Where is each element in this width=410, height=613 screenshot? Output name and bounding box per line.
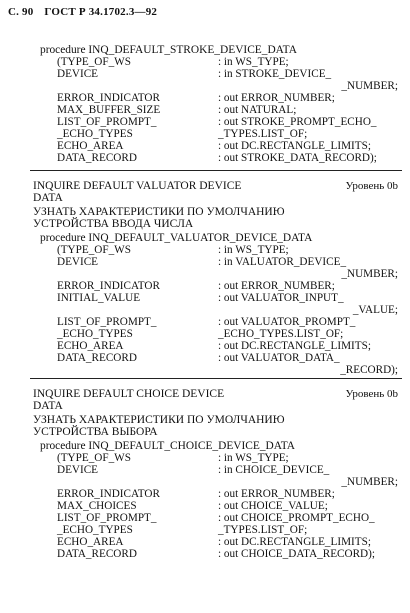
param-name: MAX_BUFFER_SIZE <box>57 104 161 116</box>
param-type: : out STROKE_PROMPT_ECHO_ <box>218 116 377 128</box>
param-type: : in WS_TYPE; <box>218 244 289 256</box>
param-type: _TYPES.LIST_OF; <box>218 524 308 536</box>
section-title-ru-cont: УСТРОЙСТВА ВВОДА ЧИСЛА <box>33 218 194 230</box>
param-type: : in WS_TYPE; <box>218 452 289 464</box>
page-header <box>8 6 165 18</box>
param-name: (TYPE_OF_WS <box>57 56 131 68</box>
param-name: LIST_OF_PROMPT_ <box>57 512 157 524</box>
param-type: : out VALUATOR_PROMPT_ <box>218 316 356 328</box>
level-label: Уровень 0b <box>345 180 398 192</box>
param-type: _VALUE; <box>352 304 398 316</box>
section-title-cont: DATA <box>33 192 63 204</box>
procedure-signature: procedure INQ_DEFAULT_CHOICE_DEVICE_DATA <box>40 440 296 452</box>
param-name: _ECHO_TYPES <box>57 128 133 140</box>
param-type: : in CHOICE_DEVICE_ <box>218 464 330 476</box>
param-type: _RECORD); <box>340 364 398 376</box>
param-type: : out DC.RECTANGLE_LIMITS; <box>218 536 371 548</box>
section-title: INQUIRE DEFAULT CHOICE DEVICE <box>33 388 225 400</box>
param-type: : out ERROR_NUMBER; <box>218 488 335 500</box>
param-name: ERROR_INDICATOR <box>57 92 160 104</box>
section-title-ru: УЗНАТЬ ХАРАКТЕРИСТИКИ ПО УМОЛЧАНИЮ <box>33 414 285 426</box>
procedure-signature: procedure INQ_DEFAULT_VALUATOR_DEVICE_DATA <box>40 232 313 244</box>
param-name: (TYPE_OF_WS <box>57 452 131 464</box>
param-type: : out VALUATOR_INPUT_ <box>218 292 344 304</box>
section-title-ru-cont: УСТРОЙСТВА ВЫБОРА <box>33 426 158 438</box>
param-type: : out CHOICE_PROMPT_ECHO_ <box>218 512 375 524</box>
param-type: : out DC.RECTANGLE_LIMITS; <box>218 340 371 352</box>
param-type: _NUMBER; <box>341 80 398 92</box>
param-type: _NUMBER; <box>341 476 398 488</box>
section-title: INQUIRE DEFAULT VALUATOR DEVICE <box>33 180 242 192</box>
param-name: ECHO_AREA <box>57 140 124 152</box>
param-name: MAX_CHOICES <box>57 500 137 512</box>
procedure-signature: procedure INQ_DEFAULT_STROKE_DEVICE_DATA <box>40 44 297 56</box>
param-name: DATA_RECORD <box>57 152 137 164</box>
param-name: _ECHO_TYPES <box>57 328 133 340</box>
page-number: С. 90 <box>8 6 34 18</box>
param-name: ERROR_INDICATOR <box>57 280 160 292</box>
param-name: DEVICE <box>57 256 99 268</box>
param-type: : in WS_TYPE; <box>218 56 289 68</box>
param-name: DEVICE <box>57 464 99 476</box>
standard-id: ГОСТ Р 34.1702.3—92 <box>44 6 158 18</box>
param-type: _ECHO_TYPES.LIST_OF; <box>218 328 344 340</box>
section-divider <box>30 378 402 379</box>
level-label: Уровень 0b <box>345 388 398 400</box>
param-name: INITIAL_VALUE <box>57 292 141 304</box>
param-type: : out ERROR_NUMBER; <box>218 280 335 292</box>
param-name: DATA_RECORD <box>57 352 137 364</box>
param-name: DATA_RECORD <box>57 548 137 560</box>
param-name: ECHO_AREA <box>57 340 124 352</box>
param-type: : out STROKE_DATA_RECORD); <box>218 152 377 164</box>
section-divider <box>30 170 402 171</box>
param-type: _TYPES.LIST_OF; <box>218 128 308 140</box>
param-type: : in VALUATOR_DEVICE_ <box>218 256 347 268</box>
section-title-ru: УЗНАТЬ ХАРАКТЕРИСТИКИ ПО УМОЛЧАНИЮ <box>33 206 285 218</box>
param-name: ECHO_AREA <box>57 536 124 548</box>
param-type: _NUMBER; <box>341 268 398 280</box>
param-name: _ECHO_TYPES <box>57 524 133 536</box>
param-type: : in STROKE_DEVICE_ <box>218 68 332 80</box>
param-name: (TYPE_OF_WS <box>57 244 131 256</box>
param-type: : out DC.RECTANGLE_LIMITS; <box>218 140 371 152</box>
section-title-cont: DATA <box>33 400 63 412</box>
param-name: ERROR_INDICATOR <box>57 488 160 500</box>
param-name: LIST_OF_PROMPT_ <box>57 316 157 328</box>
param-name: LIST_OF_PROMPT_ <box>57 116 157 128</box>
param-name: DEVICE <box>57 68 99 80</box>
param-type: : out CHOICE_DATA_RECORD); <box>218 548 375 560</box>
param-type: : out VALUATOR_DATA_ <box>218 352 340 364</box>
param-type: : out CHOICE_VALUE; <box>218 500 328 512</box>
param-type: : out ERROR_NUMBER; <box>218 92 335 104</box>
param-type: : out NATURAL; <box>218 104 297 116</box>
